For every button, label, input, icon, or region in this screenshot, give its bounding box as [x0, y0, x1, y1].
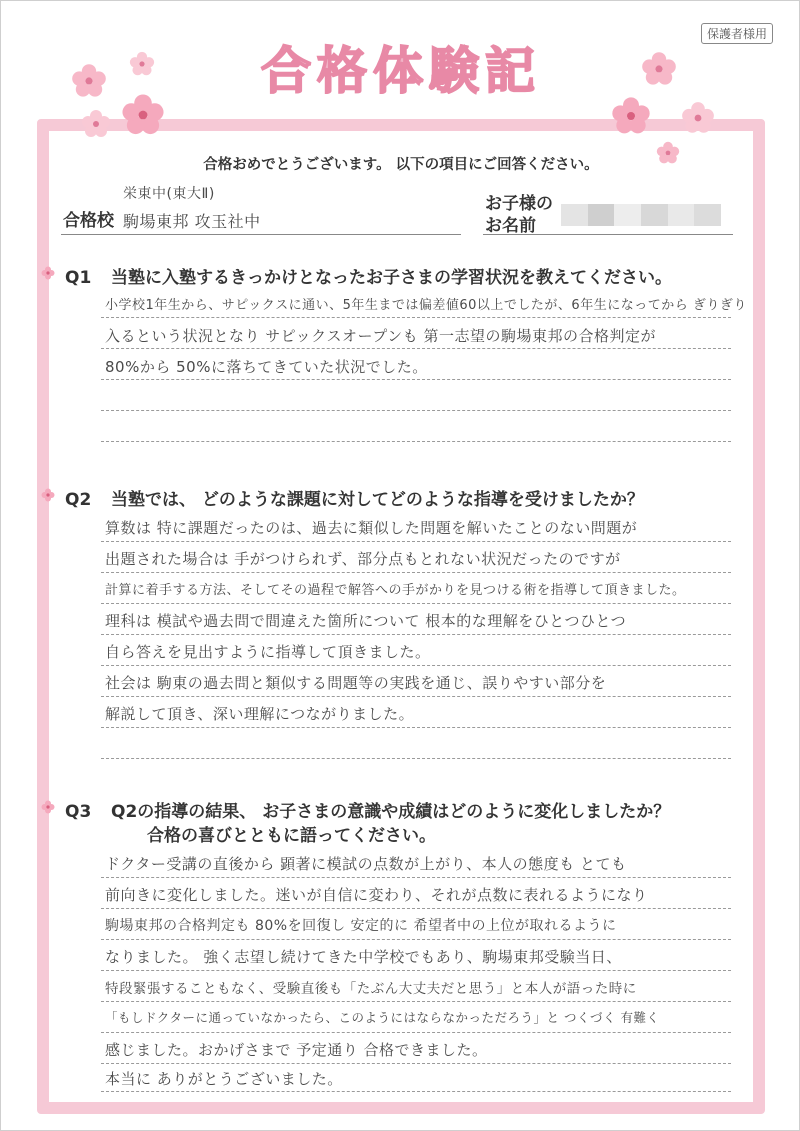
- answer-2-line-7: 解説して頂き、深い理解につながりました。: [105, 705, 415, 723]
- answer-rule: [101, 665, 731, 666]
- flower-bullet-icon: [41, 488, 55, 502]
- answer-rule: [101, 441, 731, 442]
- flower-icon: [71, 63, 107, 99]
- school-underline: [61, 234, 461, 235]
- answer-3-line-4: なりました。 強く志望し続けてきた中学校でもあり、駒場東邦受験当日、: [105, 948, 622, 966]
- answer-3-line-3: 駒場東邦の合格判定も 80%を回復し 安定的に 希望者中の上位が取れるように: [105, 918, 617, 934]
- school-answer-line-2: 駒場東邦 攻玉社中: [123, 212, 261, 231]
- flower-bullet-icon: [41, 266, 55, 280]
- answer-rule: [101, 696, 731, 697]
- flower-icon: [81, 109, 111, 139]
- answer-2-line-3: 計算に着手する方法、そしてその過程で解答への手がかりを見つける術を指導して頂きました。: [105, 583, 686, 598]
- answer-3-line-7: 感じました。おかげさまで 予定通り 合格できました。: [105, 1041, 488, 1059]
- answer-rule: [101, 727, 731, 728]
- answer-rule: [101, 1063, 731, 1064]
- question-3-number: Q3: [65, 802, 92, 822]
- flower-icon: [681, 101, 715, 135]
- answer-2-line-2: 出題された場合は 手がつけられず、部分点もとれない状況だったのですが: [105, 550, 621, 568]
- page-title: 合格体験記: [261, 41, 541, 100]
- question-3-text: Q2の指導の結果、 お子さまの意識や成績はどのように変化しましたか？: [111, 802, 671, 822]
- flower-bullet-icon: [41, 800, 55, 814]
- answer-1-line-2: 入るという状況となり サピックスオープンも 第一志望の駒場東邦の合格判定が: [105, 327, 656, 345]
- answer-rule: [101, 634, 731, 635]
- answer-rule: [101, 1032, 731, 1033]
- question-3-subtext: 合格の喜びとともに語ってください。: [147, 826, 436, 846]
- answer-rule: [101, 908, 731, 909]
- flower-icon: [121, 93, 165, 137]
- child-name-label-1: お子様の: [485, 194, 553, 214]
- audience-badge: 保護者様用: [701, 23, 773, 44]
- answer-rule: [101, 572, 731, 573]
- school-label: 合格校: [63, 211, 114, 231]
- name-underline: [483, 234, 733, 235]
- question-1-number: Q1: [65, 268, 92, 288]
- answer-2-line-1: 算数は 特に課題だったのは、過去に類似した問題を解いたことのない問題が: [105, 519, 638, 537]
- answer-2-line-5: 自ら答えを見出すように指導して頂きました。: [105, 643, 431, 661]
- answer-rule: [101, 379, 731, 380]
- answer-3-line-6: 「もしドクターに通っていなかったら、このようにはならなかっただろう」と つくづく 有難く: [105, 1010, 660, 1025]
- flower-icon: [611, 96, 651, 136]
- answer-rule: [101, 877, 731, 878]
- answer-rule: [101, 317, 731, 318]
- greeting-text: 合格おめでとうございます。 以下の項目にご回答ください。: [203, 157, 599, 173]
- answer-3-line-1: ドクター受講の直後から 顕著に模試の点数が上がり、本人の態度も とても: [105, 855, 627, 873]
- question-1: [61, 263, 672, 288]
- answer-rule: [101, 410, 731, 411]
- answer-rule: [101, 348, 731, 349]
- answer-rule: [101, 1001, 731, 1002]
- answer-rule: [101, 970, 731, 971]
- redacted-name-mosaic: [561, 204, 721, 226]
- answer-3-line-8: 本当に ありがとうございました。: [105, 1070, 343, 1088]
- answer-2-line-6: 社会は 駒東の過去問と類似する問題等の実践を通じ、誤りやすい部分を: [105, 674, 607, 692]
- question-1-text: 当塾に入塾するきっかけとなったお子さまの学習状況を教えてください。: [111, 268, 672, 288]
- answer-2-line-4: 理科は 模試や過去問で間違えた箇所について 根本的な理解をひとつひとつ: [105, 612, 627, 630]
- answer-rule: [101, 541, 731, 542]
- answer-rule: [101, 758, 731, 759]
- question-2-text: 当塾では、 どのような課題に対してどのような指導を受けましたか？: [111, 490, 644, 510]
- answer-1-line-1: 小学校1年生から、サピックスに通い、5年生までは偏差値60以上でしたが、6年生になってから ぎりぎり: [105, 298, 747, 313]
- answer-3-line-5: 特段緊張することもなく、受験直後も「たぶん大丈夫だと思う」と本人が語った時に: [105, 981, 637, 997]
- answer-rule: [101, 1091, 731, 1092]
- flower-icon: [641, 51, 677, 87]
- answer-rule: [101, 939, 731, 940]
- flower-icon: [129, 51, 155, 77]
- answer-rule: [101, 603, 731, 604]
- question-3: [61, 797, 670, 822]
- school-answer-line-1: 栄東中(東大Ⅱ): [123, 186, 215, 202]
- question-2: [61, 485, 644, 510]
- child-name-label-2: お名前: [485, 216, 536, 236]
- answer-1-line-3: 80%から 50%に落ちてきていた状況でした。: [105, 358, 428, 376]
- question-2-number: Q2: [65, 490, 92, 510]
- answer-3-line-2: 前向きに変化しました。迷いが自信に変わり、それが点数に表れるようになり: [105, 886, 648, 904]
